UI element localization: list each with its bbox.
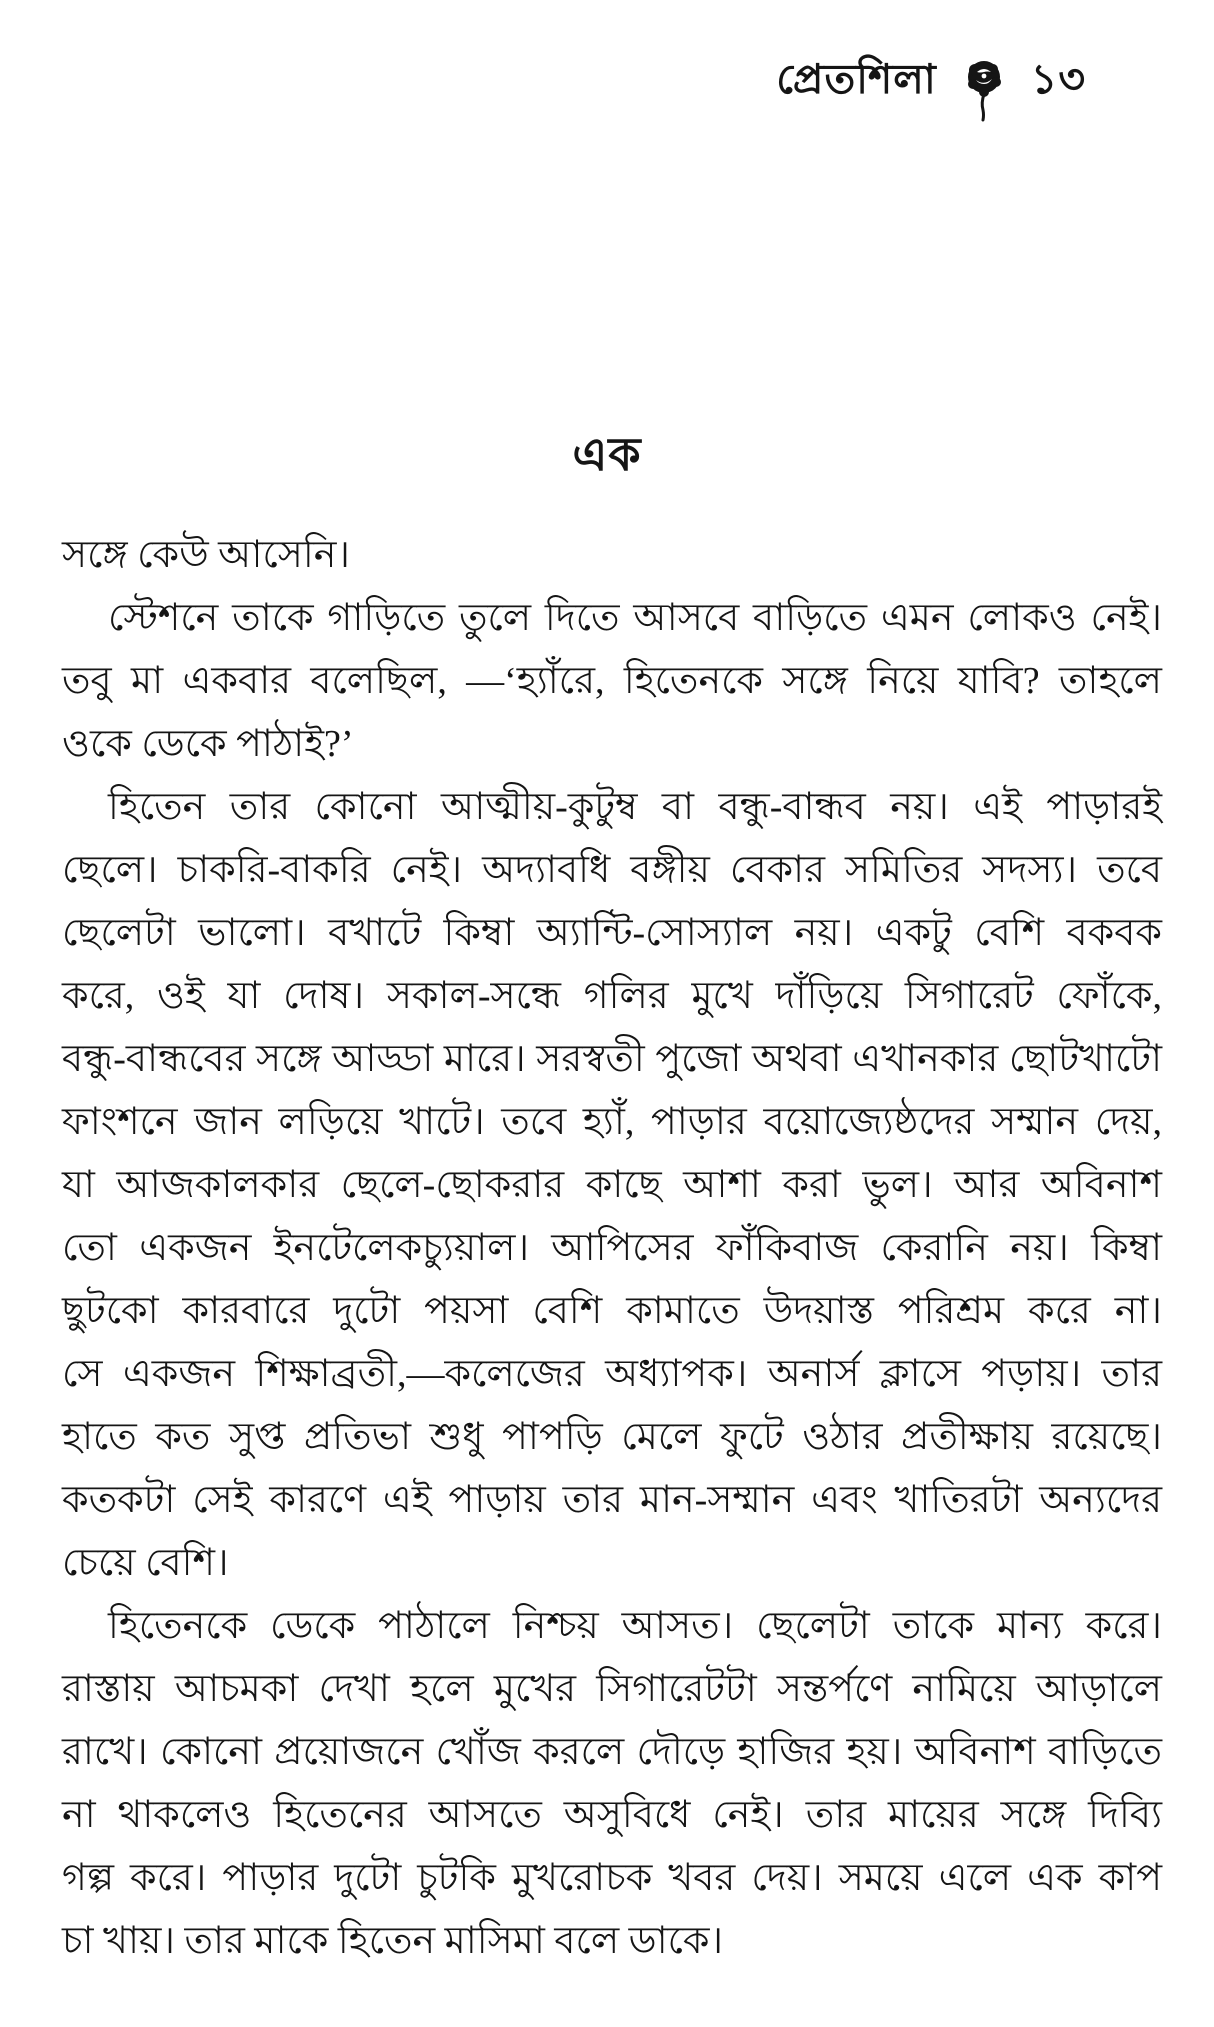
text-line: যা আজকালকার ছেলে-ছোকরার কাছে আশা করা ভুল। আর অবিনাশ xyxy=(62,1164,1162,1206)
text-line: ওকে ডেকে পাঠাই?’ xyxy=(62,723,354,765)
text-line: তো একজন ইনটেলেকচ্যুয়াল। আপিসের ফাঁকিবাজ কেরানি নয়। কিম্বা xyxy=(62,1227,1162,1269)
text-line: গল্প করে। পাড়ার দুটো চুটকি মুখরোচক খবর দেয়। সময়ে এলে এক কাপ xyxy=(62,1857,1162,1899)
text-line: চেয়ে বেশি। xyxy=(62,1542,229,1584)
body-text xyxy=(62,524,1162,1973)
page-number: ১৩ xyxy=(1030,56,1086,102)
text-line: হাতে কত সুপ্ত প্রতিভা শুধু পাপড়ি মেলে ফুটে ওঠার প্রতীক্ষায় রয়েছে। xyxy=(62,1416,1162,1458)
text-line: ছেলেটা ভালো। বখাটে কিম্বা অ্যান্টি-সোস্যাল নয়। একটু বেশি বকবক xyxy=(62,912,1162,954)
text-line: রাখে। কোনো প্রয়োজনে খোঁজ করলে দৌড়ে হাজির হয়। অবিনাশ বাড়িতে xyxy=(62,1731,1162,1773)
text-line: হিতেনকে ডেকে পাঠালে নিশ্চয় আসত। ছেলেটা তাকে মান্য করে। xyxy=(108,1605,1162,1647)
text-line: ছুটকো কারবারে দুটো পয়সা বেশি কামাতে উদয়াস্ত পরিশ্রম করে না। xyxy=(62,1290,1162,1332)
text-line: বন্ধু-বান্ধবের সঙ্গে আড্ডা মারে। সরস্বতী পুজো অথবা এখানকার ছোটখাটো xyxy=(62,1038,1162,1080)
text-line: সঙ্গে কেউ আসেনি। xyxy=(62,534,351,576)
text-line: তবু মা একবার বলেছিল, —‘হ্যাঁরে, হিতেনকে সঙ্গে নিয়ে যাবি? তাহলে xyxy=(62,660,1162,702)
text-line: চা খায়। তার মাকে হিতেন মাসিমা বলে ডাকে। xyxy=(62,1920,724,1962)
text-line: হিতেন তার কোনো আত্মীয়-কুটুম্ব বা বন্ধু-বান্ধব নয়। এই পাড়ারই xyxy=(108,786,1162,828)
text-line: সে একজন শিক্ষাব্রতী,—কলেজের অধ্যাপক। অনার্স ক্লাসে পড়ায়। তার xyxy=(62,1353,1162,1395)
text-line: রাস্তায় আচমকা দেখা হলে মুখের সিগারেটটা সন্তর্পণে নামিয়ে আড়ালে xyxy=(62,1668,1162,1710)
text-line: কতকটা সেই কারণে এই পাড়ায় তার মান-সম্মান এবং খাতিরটা অন্যদের xyxy=(62,1479,1162,1521)
text-line: না থাকলেও হিতেনের আসতে অসুবিধে নেই। তার মায়ের সঙ্গে দিব্যি xyxy=(62,1794,1162,1836)
text-line: ছেলে। চাকরি-বাকরি নেই। অদ্যাবধি বঙ্গীয় বেকার সমিতির সদস্য। তবে xyxy=(62,849,1162,891)
text-line: করে, ওই যা দোষ। সকাল-সন্ধে গলির মুখে দাঁড়িয়ে সিগারেট ফোঁকে, xyxy=(62,975,1162,1017)
text-line: ফাংশনে জান লড়িয়ে খাটে। তবে হ্যাঁ, পাড়ার বয়োজ্যেষ্ঠদের সম্মান দেয়, xyxy=(62,1101,1162,1143)
page-header xyxy=(776,48,1086,117)
text-line: স্টেশনে তাকে গাড়িতে তুলে দিতে আসবে বাড়িতে এমন লোকও নেই। xyxy=(108,597,1162,639)
rose-ornament-icon xyxy=(963,56,1005,122)
book-title: প্রেতশিলা xyxy=(776,56,937,102)
chapter-heading: এক xyxy=(572,429,642,480)
